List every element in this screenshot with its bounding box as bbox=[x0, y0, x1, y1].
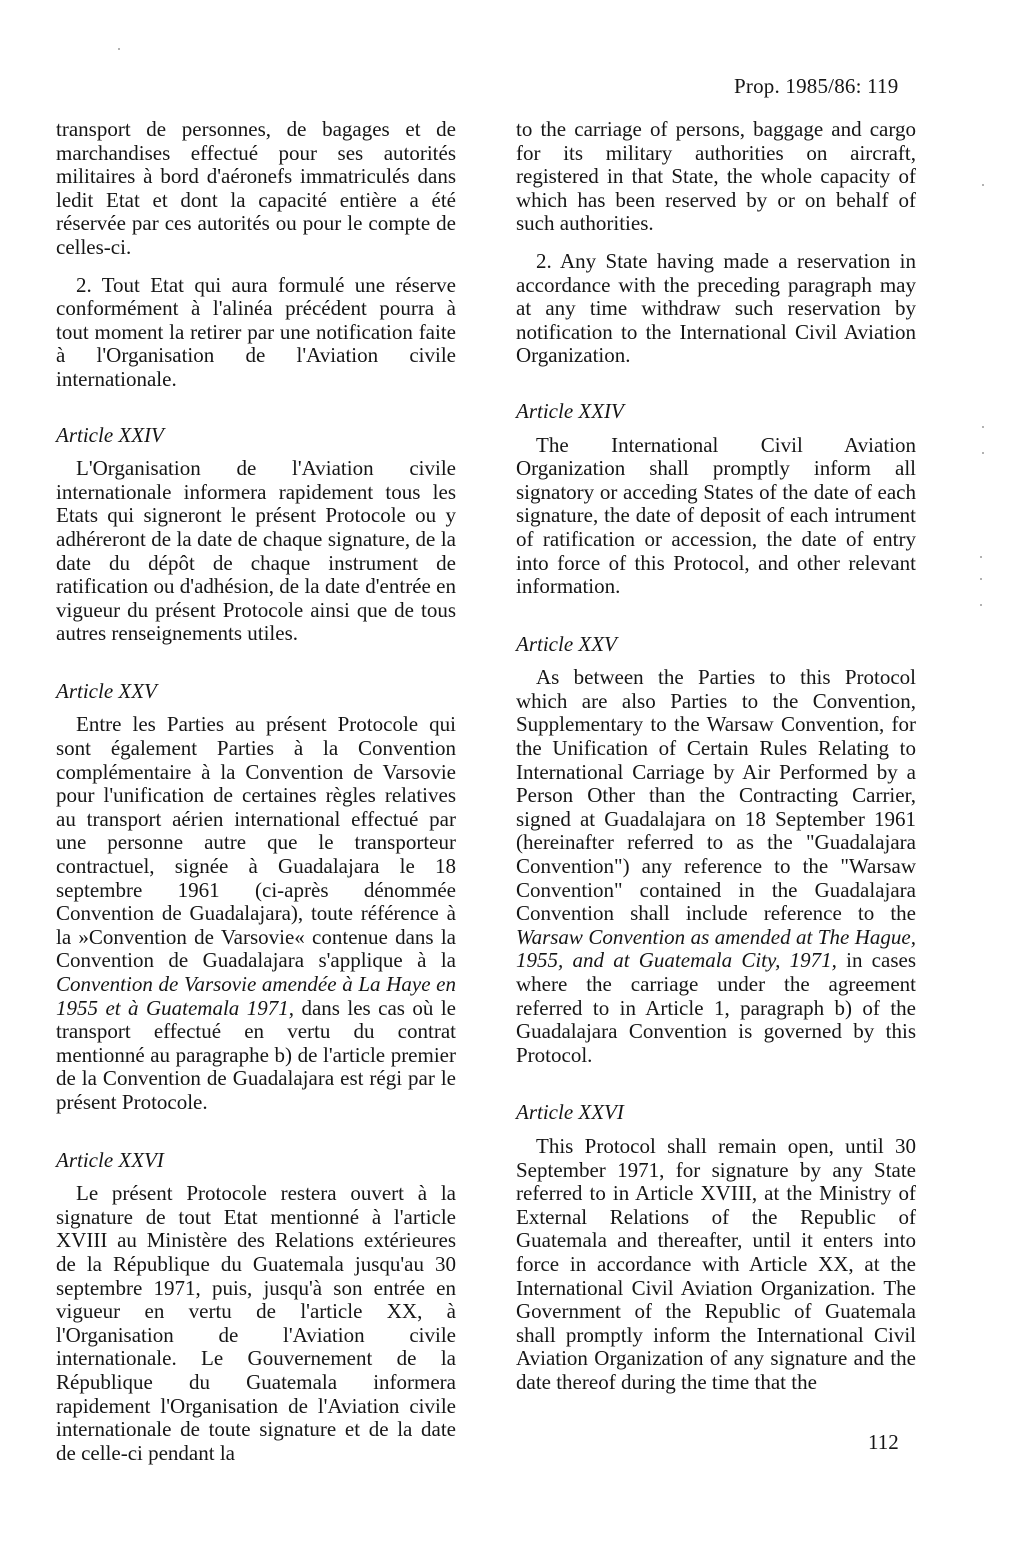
french-article-xxiv-text: L'Organisation de l'Aviation civile internationale informera rapidement tous les Etats qui signeront le présent Protocole ou y adhéreront de la date de chaque signature, de la date du dépôt de chaque instrument de ratification ou d'adhésion, de la date d'entrée en vigueur du présent Protocole ainsi que de tous autres renseignements utiles. bbox=[56, 456, 456, 646]
scan-speck bbox=[982, 184, 984, 186]
english-article-xxv-text-part-a: As between the Parties to this Protocol which are also Parties to the Convention, Supplementary to the Warsaw Convention, for the Unification of Certain Rules Relating to International Carriage by Air Performed by a Person Other than the Contracting Carrier, signed at Guadalajara on 18 September 1961 (hereinafter referred to as the "Guadalajara Convention") any reference to the "Warsaw Convention" contained in the Guadalajara Convention shall include reference to the bbox=[516, 665, 916, 926]
french-paragraph-2: 2. Tout Etat qui aura formulé une réserve conformément à l'alinéa précédent pourra à tout moment la retirer par une notification faite à l'Organisation de l'Aviation civile internationale. bbox=[56, 272, 456, 391]
french-article-xxv-text-part-b: dans les cas où le transport effectué en vertu du contrat mentionné au paragraphe b) de l'article premier de la Convention de Guadalajara est régi par le présent Protocole. bbox=[56, 995, 456, 1114]
english-intro-paragraph: to the carriage of persons, baggage and cargo for its military authorities on aircraft, registered in that State, the whole capacity of which has been reserved by or on behalf of such authorities. bbox=[516, 117, 916, 236]
english-paragraph-2: 2. Any State having made a reservation in accordance with the preceding paragraph may at any time withdraw such reservation by notification to the International Civil Aviation Organization. bbox=[516, 248, 916, 368]
scan-speck bbox=[982, 426, 984, 428]
french-article-xxv-text-italic: Convention de Varsovie amendée à La Haye en 1955 et à Guatemala 1971, bbox=[56, 972, 456, 1020]
english-article-xxvi-text: This Protocol shall remain open, until 30 September 1971, for signature by any State referred to in Article XVIII, at the Ministry of External Relations of the Republic of Guatemala and thereafter, until it enters into force in accordance with Article XX, at the International Civil Aviation Organization. The Government of the Republic of Guatemala shall promptly inform the International Civil Aviation Organization of any signature and the date thereof during the time that the bbox=[516, 1133, 916, 1394]
english-article-xxvi-heading: Article XXVI bbox=[516, 1100, 624, 1125]
english-article-xxv-text bbox=[516, 666, 916, 1067]
running-head: Prop. 1985/86: 119 bbox=[734, 74, 899, 98]
english-article-xxv-text-italic: Warsaw Convention as amended at The Hague, 1955, and at Guatemala City, 1971, bbox=[516, 924, 916, 973]
french-article-xxiv-heading: Article XXIV bbox=[56, 422, 164, 447]
french-column bbox=[56, 118, 456, 1465]
page-number: 112 bbox=[868, 1430, 899, 1454]
scan-speck bbox=[982, 452, 984, 454]
english-article-xxiv-heading: Article XXIV bbox=[516, 398, 624, 423]
french-article-xxv-heading: Article XXV bbox=[56, 678, 157, 703]
french-article-xxv-text bbox=[56, 713, 456, 1114]
english-article-xxv-text-part-b: in cases where the carriage under the agreement referred to in Article 1, paragraph b) of the Guadalajara Convention is governed by this Protocol. bbox=[516, 948, 916, 1067]
french-article-xxvi-heading: Article XXVI bbox=[56, 1147, 164, 1172]
french-article-xxv-text-part-a: Entre les Parties au présent Protocole qui sont également Parties à la Convention complémentaire à la Convention de Varsovie pour l'unification de certaines règles relatives au transport aérien international effectué par une personne autre que le transporteur contractuel, signée à Guadalajara le 18 septembre 1961 (ci-après dénommée Convention de Guadalajara), toute référence à la »Convention de Varsovie« contenue dans la Convention de Guadalajara s'applique à la bbox=[56, 712, 456, 973]
french-article-xxvi-text: Le présent Protocole restera ouvert à la signature de tout Etat mentionné à l'article XVIII au Ministère des Relations extérieures de la République du Guatemala jusqu'au 30 septembre 1971, puis, jusqu'à son entrée en vigueur en vertu de l'article XX, à l'Organisation de l'Aviation civile internationale. Le Gouvernement de la République du Guatemala informera rapidement l'Organisation de l'Aviation civile internationale de toute signature et de la date de celle-ci pendant la bbox=[56, 1181, 456, 1465]
english-column bbox=[516, 118, 916, 1395]
scan-speck bbox=[980, 604, 982, 606]
scan-speck bbox=[118, 48, 120, 50]
english-article-xxv-heading: Article XXV bbox=[516, 631, 617, 656]
scan-speck bbox=[980, 578, 982, 580]
french-intro-paragraph: transport de personnes, de bagages et de marchandises effectué pour ses autorités militaires à bord d'aéronefs immatriculés dans ledit Etat et dont la capacité entière a été réservée par ces autorités ou pour le compte de celles-ci. bbox=[56, 117, 456, 259]
english-article-xxiv-text: The International Civil Aviation Organization shall promptly inform all signatory or acceding States of the date of each signature, the date of deposit of each intrument of ratification or accession, the date of entry into force of this Protocol, and other relevant information. bbox=[516, 432, 916, 599]
scan-speck bbox=[980, 556, 982, 558]
